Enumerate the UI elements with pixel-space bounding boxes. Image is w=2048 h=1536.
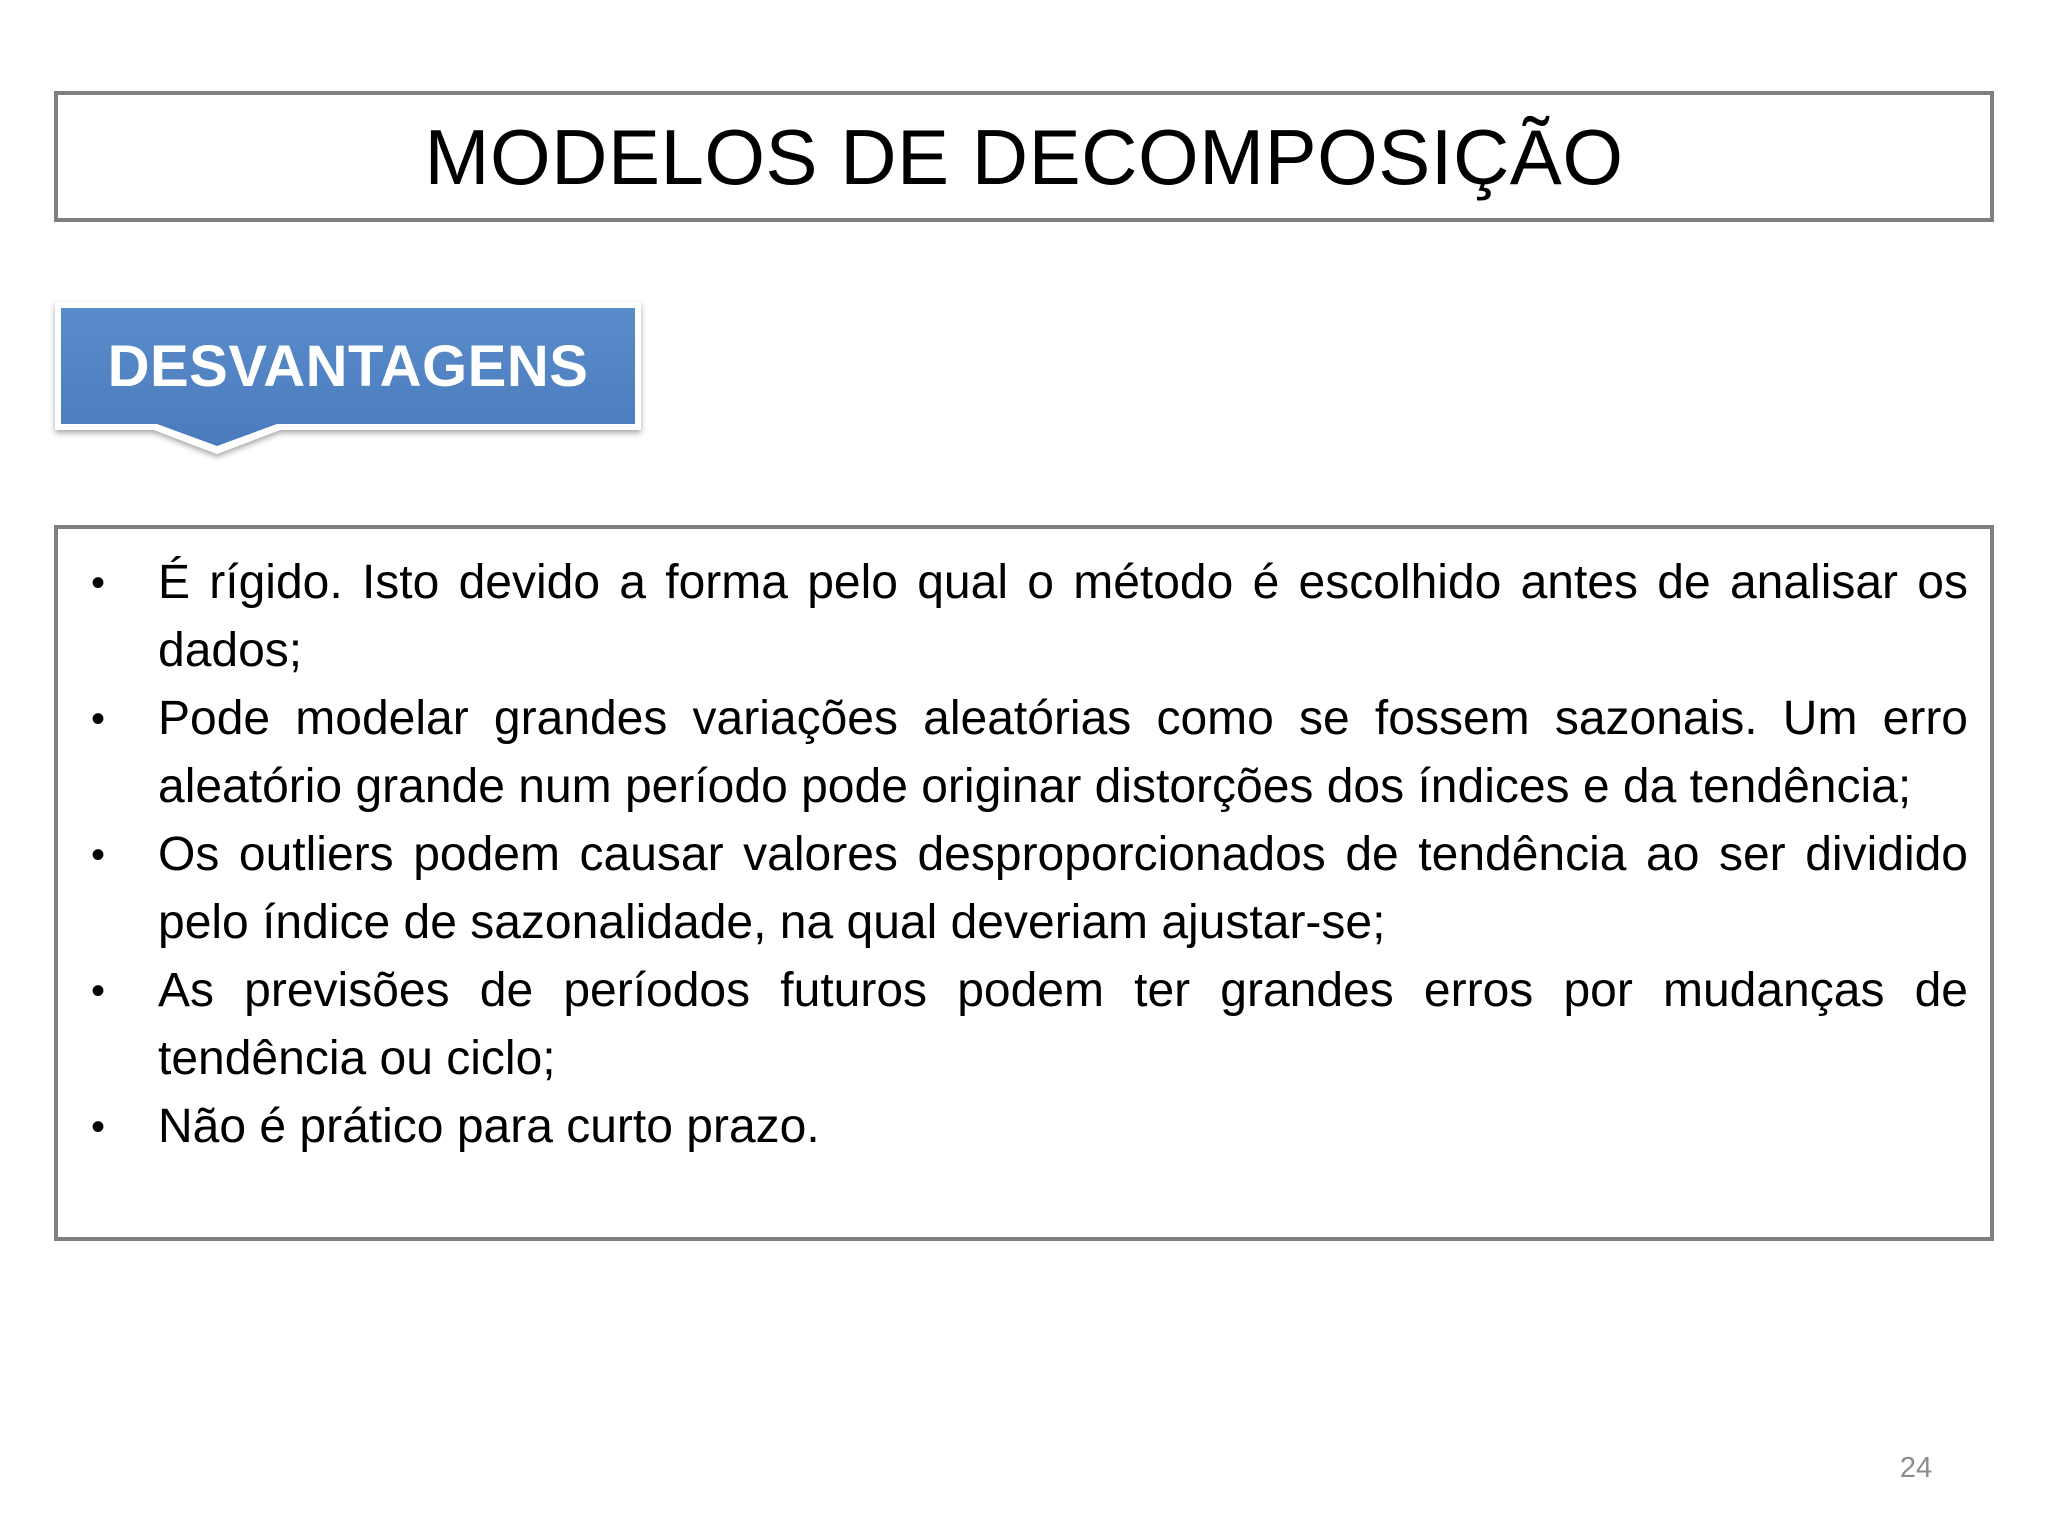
- bullet-text: Os outliers podem causar valores desproporcionados de tendência ao ser dividido pelo índice de sazonalidade, na qual deveriam ajustar-se;: [158, 828, 1968, 949]
- title-box: [54, 91, 1994, 222]
- bullet-list: [58, 549, 1968, 1161]
- bullet-text: As previsões de períodos futuros podem ter grandes erros por mudanças de tendência ou ciclo;: [158, 964, 1968, 1085]
- bullet-item: [58, 957, 1968, 1093]
- page-number: 24: [1899, 1452, 1933, 1484]
- bullet-item: [58, 549, 1968, 685]
- bullet-item: [58, 821, 1968, 957]
- bullet-text: É rígido. Isto devido a forma pelo qual o método é escolhido antes de analisar os dados;: [158, 556, 1968, 677]
- section-callout: [55, 302, 641, 462]
- bullet-text: Pode modelar grandes variações aleatórias como se fossem sazonais. Um erro aleatório grande num período pode originar distorções dos índices e da tendência;: [158, 692, 1968, 813]
- bullet-icon: •: [90, 697, 105, 741]
- slide-title: MODELOS DE DECOMPOSIÇÃO: [424, 112, 1624, 201]
- bullet-icon: •: [90, 1105, 105, 1149]
- bullet-icon: •: [90, 561, 105, 605]
- section-label: DESVANTAGENS: [107, 333, 589, 399]
- bullet-text: Não é prático para curto prazo.: [158, 1100, 820, 1153]
- bullet-item: [58, 685, 1968, 821]
- bullet-item: [58, 1093, 1968, 1161]
- content-box: [54, 525, 1994, 1241]
- bullet-icon: •: [90, 969, 105, 1013]
- bullet-icon: •: [90, 833, 105, 877]
